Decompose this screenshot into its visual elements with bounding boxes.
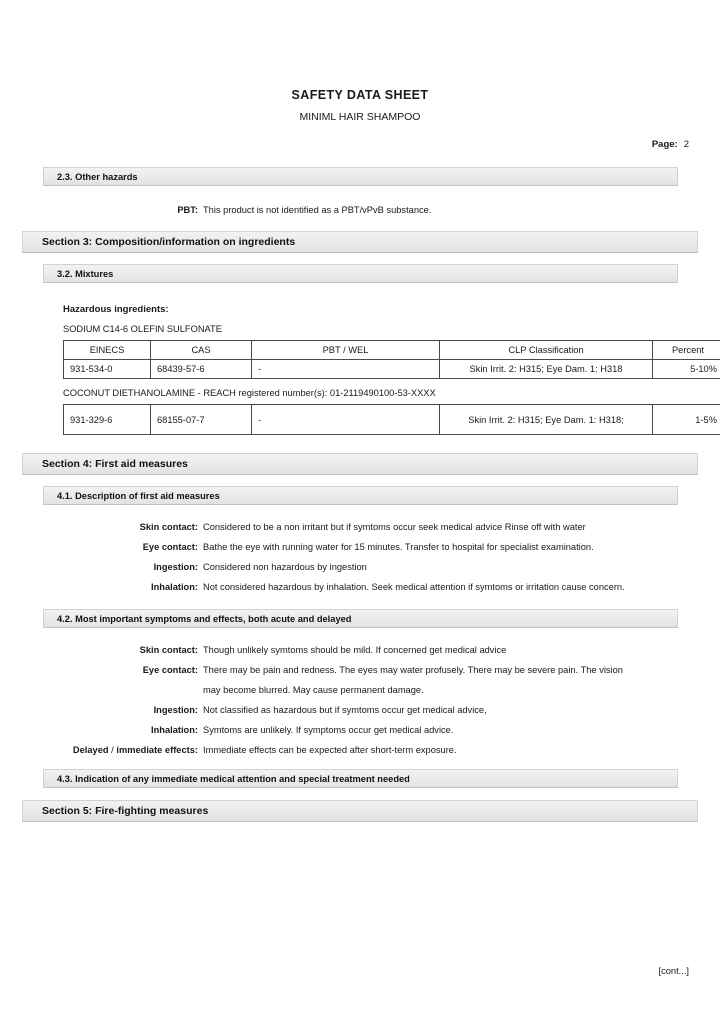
symptoms-skin-contact-row bbox=[0, 640, 720, 660]
first-aid-inhalation-row bbox=[0, 577, 720, 597]
symptoms-ingestion-label: Ingestion: bbox=[153, 705, 198, 715]
first-aid-skin-contact-value: Considered to be a non irritant but if symtoms occur seek medical advice Rinse off with water bbox=[203, 522, 586, 532]
symptoms-inhalation-row bbox=[0, 720, 720, 740]
cell-einecs: 931-534-0 bbox=[64, 360, 151, 379]
first-aid-skin-contact-label: Skin contact: bbox=[139, 522, 198, 532]
delayed-immediate-effects-value: Immediate effects can be expected after short-term exposure. bbox=[203, 745, 457, 755]
column-header-clp: CLP Classification bbox=[440, 341, 653, 360]
page-number bbox=[0, 123, 720, 150]
delayed-immediate-effects-row bbox=[0, 740, 720, 760]
pbt-value: This product is not identified as a PBT/vPvB substance. bbox=[203, 205, 432, 215]
section-header-3-label: Section 3: Composition/information on ingredients bbox=[42, 236, 296, 248]
cell-einecs: 931-329-6 bbox=[64, 405, 151, 435]
subsection-header-4-2 bbox=[43, 609, 678, 628]
column-header-cas: CAS bbox=[151, 341, 252, 360]
delayed-immediate-effects-label bbox=[0, 740, 203, 760]
symptoms-ingestion-row bbox=[0, 700, 720, 720]
ingredient-table-1 bbox=[63, 340, 720, 379]
symptoms-eye-contact-row bbox=[0, 660, 720, 700]
first-aid-ingestion-label: Ingestion: bbox=[153, 562, 198, 572]
first-aid-eye-contact-value: Bathe the eye with running water for 15 minutes. Transfer to hospital for specialist examination. bbox=[203, 542, 594, 552]
delayed-slash: / bbox=[111, 745, 114, 755]
subsection-header-3-2-label: 3.2. Mixtures bbox=[57, 268, 114, 279]
pbt-row bbox=[0, 200, 720, 220]
subsection-header-3-2 bbox=[43, 264, 678, 283]
subsection-header-4-1 bbox=[43, 486, 678, 505]
first-aid-inhalation-value: Not considered hazardous by inhalation. Seek medical attention if symtoms or irritation cause concern. bbox=[203, 582, 625, 592]
continuation-marker: [cont...] bbox=[658, 966, 689, 976]
cell-cas: 68155-07-7 bbox=[151, 405, 252, 435]
table-header-row bbox=[64, 341, 720, 360]
cell-pbt-wel: - bbox=[252, 405, 440, 435]
symptoms-eye-contact-value: There may be pain and redness. The eyes may water profusely. There may be severe pain. The vision may become blurred. May cause permanent damage. bbox=[203, 665, 623, 695]
cell-percent: 1-5% bbox=[653, 405, 720, 435]
immediate-effects-word: immediate effects: bbox=[116, 745, 198, 755]
ingredient-name-2: COCONUT DIETHANOLAMINE - REACH registered number(s): 01-2119490100-53-XXXX bbox=[63, 388, 436, 398]
column-header-pbt-wel: PBT / WEL bbox=[252, 341, 440, 360]
symptoms-ingestion-value: Not classified as hazardous but if symtoms occur get medical advice, bbox=[203, 705, 487, 715]
subsection-header-4-3-label: 4.3. Indication of any immediate medical attention and special treatment needed bbox=[57, 773, 410, 784]
subsection-header-2-3-label: 2.3. Other hazards bbox=[57, 171, 138, 182]
cell-clp: Skin Irrit. 2: H315; Eye Dam. 1: H318 bbox=[440, 360, 653, 379]
first-aid-ingestion-row bbox=[0, 557, 720, 577]
section-header-3 bbox=[22, 231, 698, 253]
symptoms-inhalation-label: Inhalation: bbox=[151, 725, 198, 735]
cell-pbt-wel: - bbox=[252, 360, 440, 379]
page-number-label: Page: bbox=[651, 139, 678, 150]
table-row bbox=[64, 405, 720, 435]
first-aid-eye-contact-row bbox=[0, 537, 720, 557]
delayed-word: Delayed bbox=[72, 745, 109, 755]
pbt-label: PBT: bbox=[177, 205, 198, 215]
cell-clp: Skin Irrit. 2: H315; Eye Dam. 1: H318; bbox=[440, 405, 653, 435]
ingredient-table-2 bbox=[63, 404, 720, 435]
page-title: SAFETY DATA SHEET bbox=[291, 88, 429, 102]
first-aid-inhalation-label: Inhalation: bbox=[151, 582, 198, 592]
column-header-einecs: EINECS bbox=[64, 341, 151, 360]
subsection-header-4-1-label: 4.1. Description of first aid measures bbox=[57, 490, 220, 501]
product-name: MINIML HAIR SHAMPOO bbox=[299, 111, 421, 123]
cell-percent: 5-10% bbox=[653, 360, 720, 379]
symptoms-inhalation-value: Symtoms are unlikely. If symptoms occur get medical advice. bbox=[203, 725, 454, 735]
section-header-5-label: Section 5: Fire-fighting measures bbox=[42, 805, 209, 817]
section-header-4 bbox=[22, 453, 698, 475]
section-header-5 bbox=[22, 800, 698, 822]
symptoms-eye-contact-label: Eye contact: bbox=[142, 665, 198, 675]
subsection-header-2-3 bbox=[43, 167, 678, 186]
symptoms-skin-contact-label: Skin contact: bbox=[139, 645, 198, 655]
page-number-value: 2 bbox=[683, 139, 689, 150]
first-aid-ingestion-value: Considered non hazardous by ingestion bbox=[203, 562, 367, 572]
subsection-header-4-3 bbox=[43, 769, 678, 788]
first-aid-eye-contact-label: Eye contact: bbox=[142, 542, 198, 552]
subsection-header-4-2-label: 4.2. Most important symptoms and effects, both acute and delayed bbox=[57, 613, 352, 624]
cell-cas: 68439-57-6 bbox=[151, 360, 252, 379]
hazardous-ingredients-label: Hazardous ingredients: bbox=[63, 304, 169, 315]
first-aid-skin-contact-row bbox=[0, 517, 720, 537]
symptoms-skin-contact-value: Though unlikely symtoms should be mild. If concerned get medical advice bbox=[203, 645, 507, 655]
section-header-4-label: Section 4: First aid measures bbox=[42, 458, 188, 470]
table-row bbox=[64, 360, 720, 379]
column-header-percent: Percent bbox=[653, 341, 720, 360]
ingredient-name-1: SODIUM C14-6 OLEFIN SULFONATE bbox=[63, 324, 222, 334]
